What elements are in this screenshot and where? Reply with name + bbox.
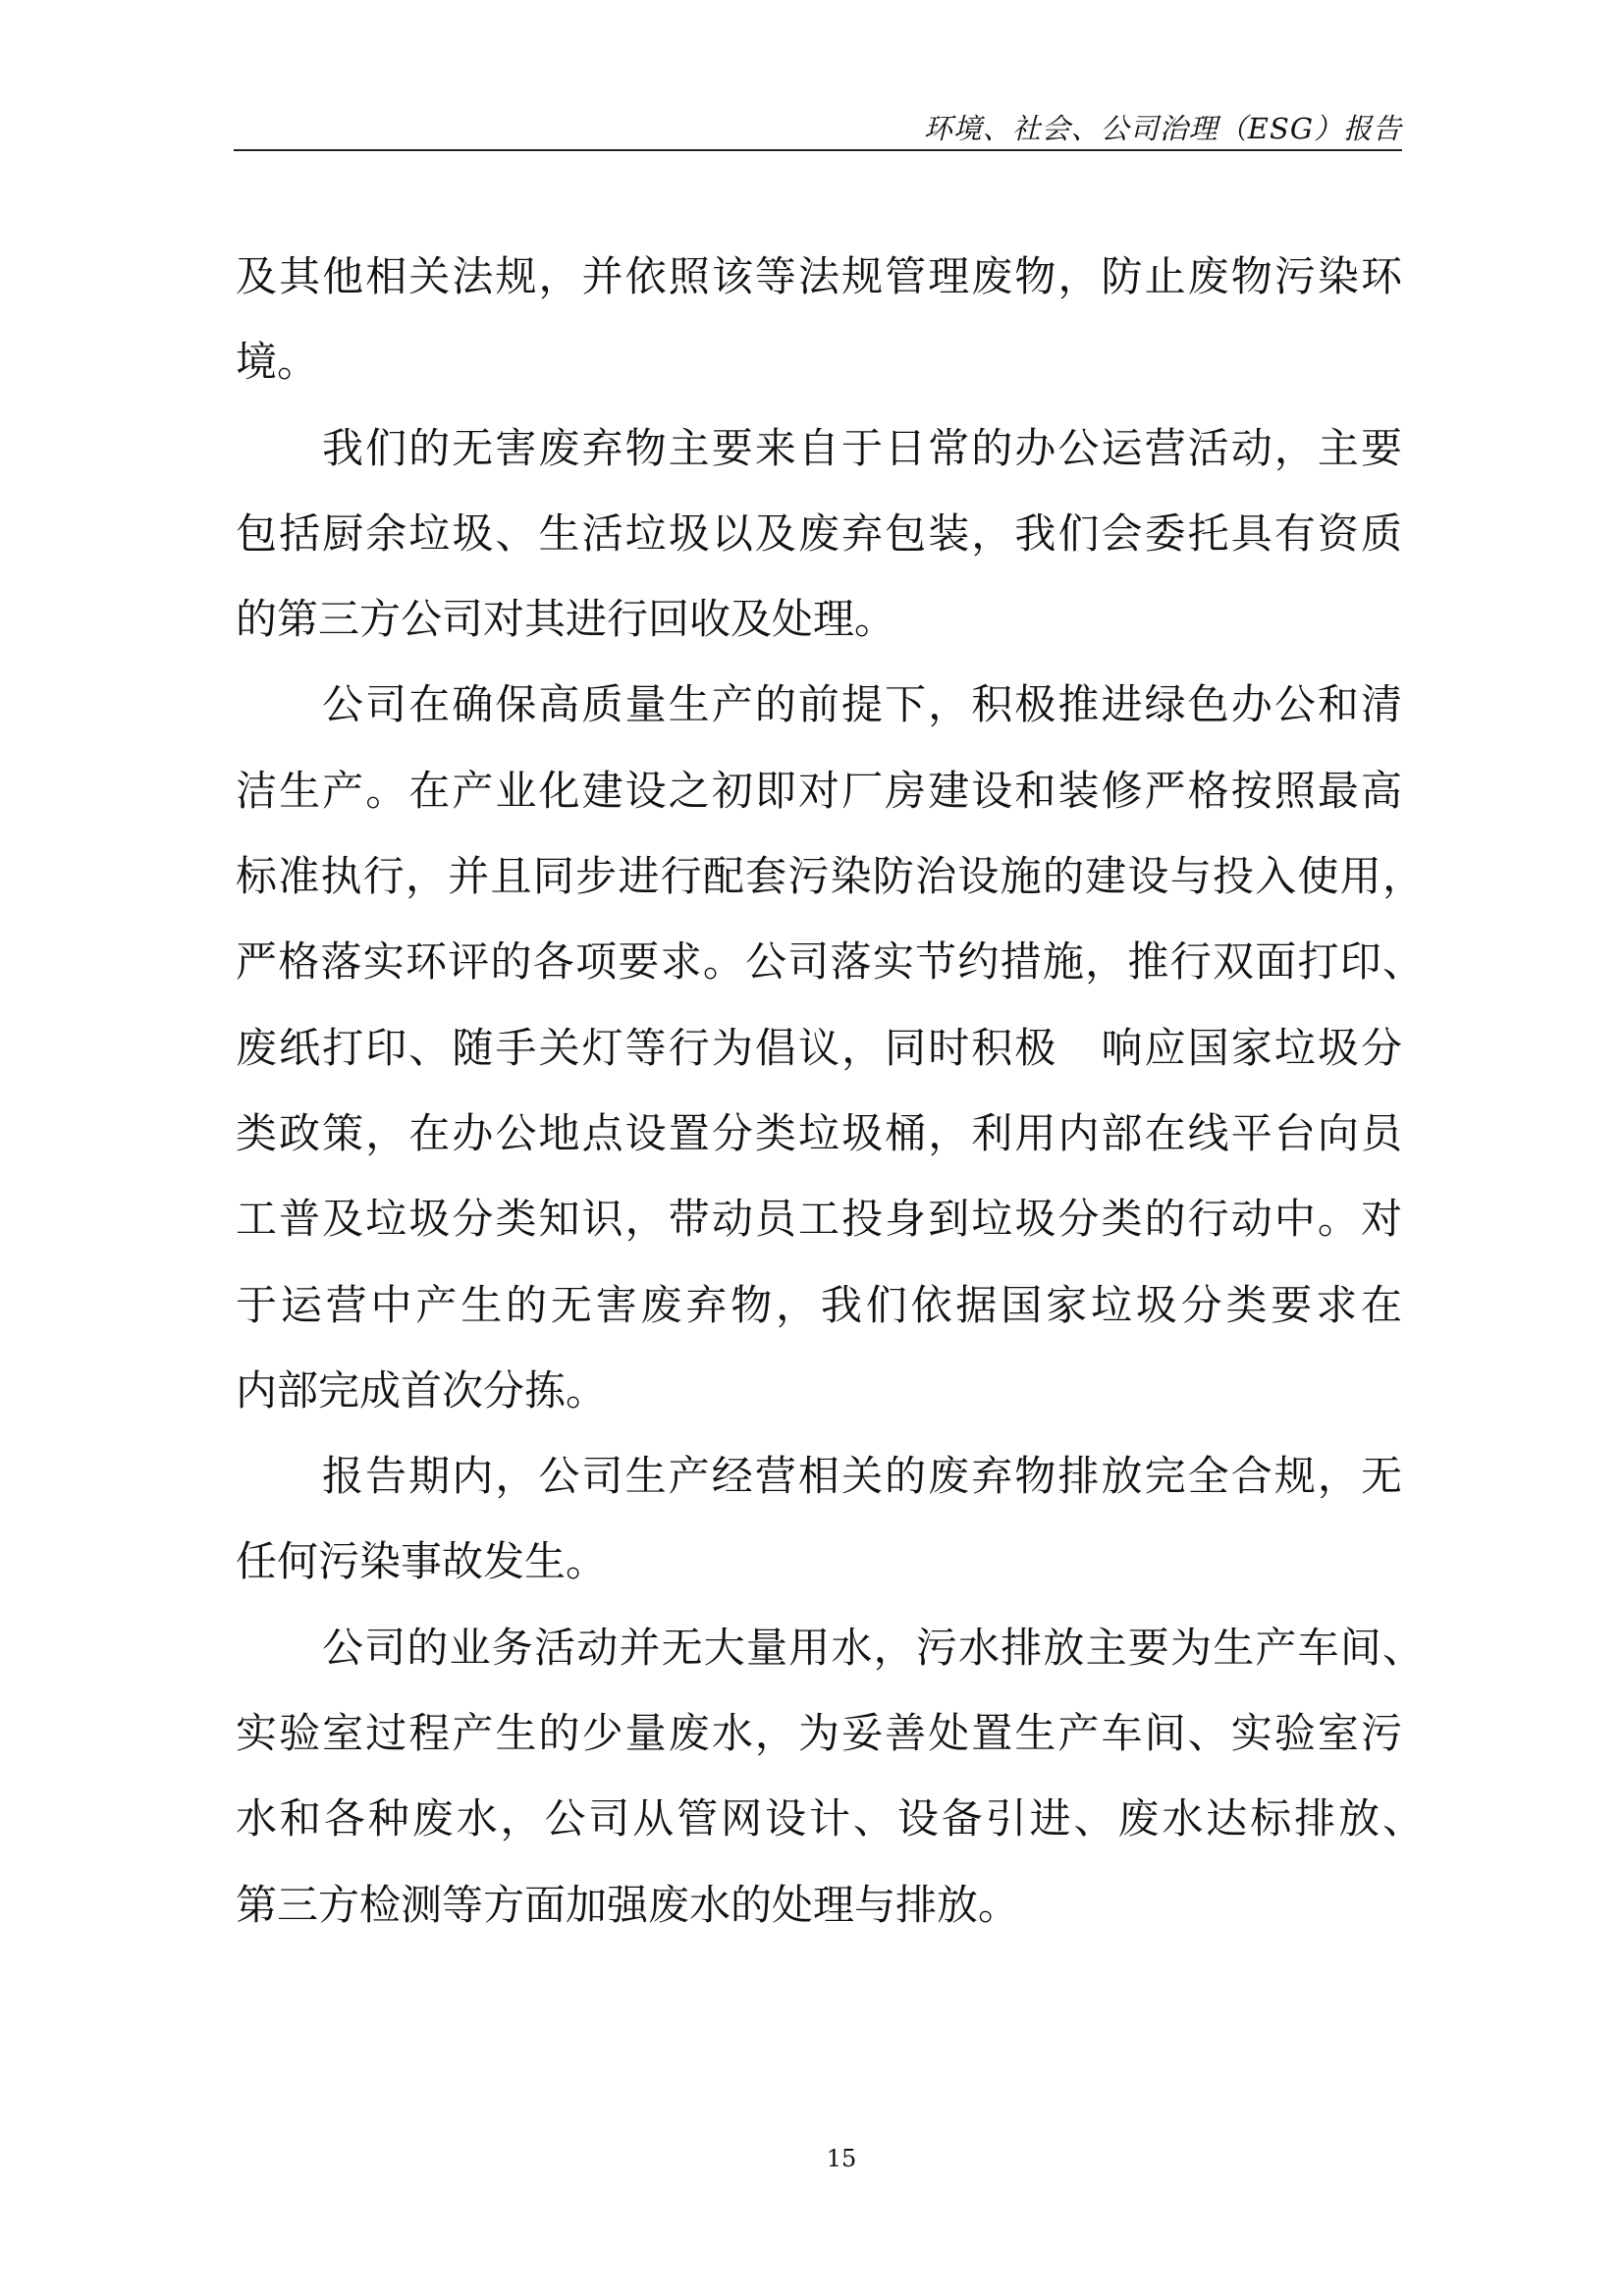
paragraph <box>236 1605 1424 1948</box>
text-line: 水和各种废水，公司从管网设计、设备引进、废水达标排放、 <box>236 1794 1424 1843</box>
text-line: 包括厨余垃圾、生活垃圾以及废弃包装，我们会委托具有资质 <box>236 508 1402 558</box>
text-line: 公司的业务活动并无大量用水，污水排放主要为生产车间、 <box>322 1623 1424 1672</box>
text-line: 第三方检测等方面加强废水的处理与排放。 <box>236 1880 1020 1929</box>
page-header <box>234 110 1402 151</box>
paragraph <box>236 234 1402 405</box>
paragraph <box>236 1433 1402 1605</box>
text-line: 任何污染事故发生。 <box>236 1537 608 1586</box>
text-line: 工普及垃圾分类知识，带动员工投身到垃圾分类的行动中。对 <box>236 1195 1402 1244</box>
document-body <box>236 234 1424 1948</box>
text-line: 于运营中产生的无害废弃物，我们依据国家垃圾分类要求在 <box>236 1280 1402 1329</box>
paragraph <box>236 662 1424 1433</box>
text-line: 废纸打印、随手关灯等行为倡议，同时积极 响应国家垃圾分 <box>236 1023 1402 1072</box>
page-number: 15 <box>826 2145 857 2172</box>
text-line: 的第三方公司对其进行回收及处理。 <box>236 595 896 644</box>
text-line: 内部完成首次分拣。 <box>236 1365 608 1415</box>
header-title: 环境、社会、公司治理（ESG）报告 <box>923 112 1402 145</box>
text-line: 境。 <box>236 338 319 387</box>
paragraph <box>236 405 1402 663</box>
text-line: 报告期内，公司生产经营相关的废弃物排放完全合规，无 <box>322 1452 1402 1501</box>
text-line: 实验室过程产生的少量废水，为妥善处置生产车间、实验室污 <box>236 1709 1402 1758</box>
text-line: 洁生产。在产业化建设之初即对厂房建设和装修严格按照最高 <box>236 766 1402 815</box>
text-line: 类政策，在办公地点设置分类垃圾桶，利用内部在线平台向员 <box>236 1108 1402 1157</box>
text-line: 公司在确保高质量生产的前提下，积极推进绿色办公和清 <box>322 680 1402 729</box>
text-line: 严格落实环评的各项要求。公司落实节约措施，推行双面打印、 <box>236 937 1424 987</box>
text-line: 及其他相关法规，并依照该等法规管理废物，防止废物污染环 <box>236 252 1402 300</box>
text-line: 标准执行，并且同步进行配套污染防治设施的建设与投入使用， <box>236 852 1424 901</box>
text-line: 我们的无害废弃物主要来自于日常的办公运营活动，主要 <box>322 423 1402 472</box>
